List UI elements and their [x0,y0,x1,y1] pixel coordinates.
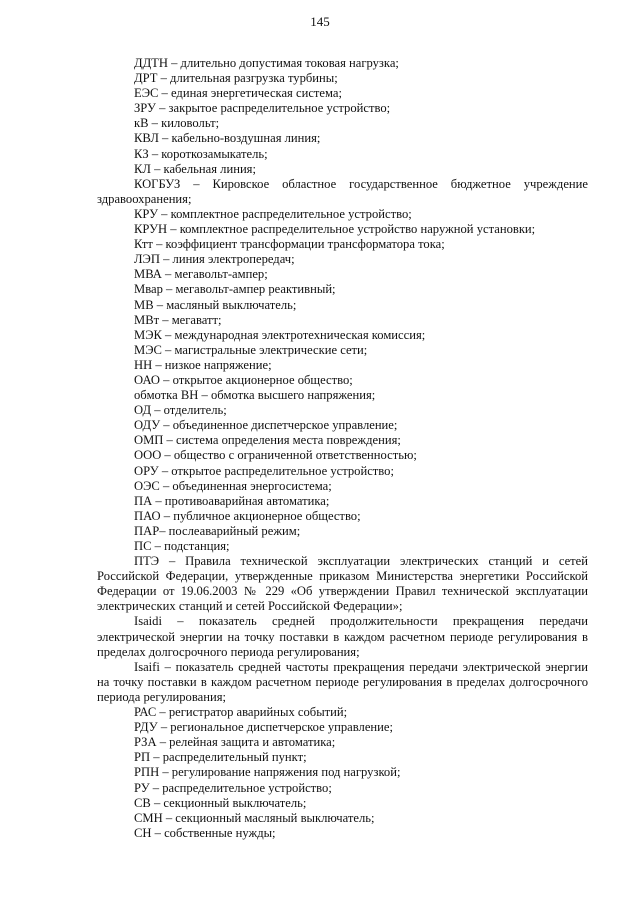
list-item: МВ – масляный выключатель; [134,297,297,312]
list-item: кВ – киловольт; [134,116,220,131]
list-item: ПС – подстанция; [134,539,230,553]
list-item: МВА – мегавольт-ампер; [134,267,268,282]
list-item: ДРТ – длительная разгрузка турбины; [134,71,338,86]
list-item: СМН – секционный масляный выключатель; [134,810,375,825]
list-item: Ктт – коэффициент трансформации трансформатора тока; [134,237,445,252]
list-item: РАС – регистратор аварийных событий; [134,705,348,720]
list-item: ПТЭ – Правила технической эксплуатации электрических станций и сетей Российской Федерации, утвержденные приказом Министерства энергетики Российской Федерации от 19.06.2003 № 229 «Об утверждении Правил технической эксплуатации электрических станций и сетей Российской Федерации»; [97,554,588,614]
list-item: ПАР– послеаварийный режим; [134,523,301,538]
list-item: Isaifi – показатель средней частоты прекращения передачи электрической энергии на точку поставки в каждом расчетном периоде регулирования в пределах долгосрочного периода регулирования; [97,659,588,704]
list-item: РУ – распределительное устройство; [134,780,332,795]
list-item: РЗА – релейная защита и автоматика; [134,735,336,750]
list-item: СВ – секционный выключатель; [134,795,307,810]
list-item: РП – распределительный пункт; [134,750,307,765]
list-item: ЛЭП – линия электропередач; [134,252,295,267]
list-item: КРУН – комплектное распределительное устройство наружной установки; [134,222,536,237]
list-item: Мвар – мегавольт-ампер реактивный; [134,282,336,297]
list-item: КЛ – кабельная линия; [134,161,256,176]
list-item: МВт – мегаватт; [134,312,222,327]
list-item: ЗРУ – закрытое распределительное устройство; [134,101,391,116]
list-item: СН – собственные нужды; [134,825,276,840]
list-item: НН – низкое напряжение; [134,357,272,372]
abbreviation-list [97,56,588,841]
list-item: ДДТН – длительно допустимая токовая нагрузка; [134,56,399,70]
list-item: КОГБУЗ – Кировское областное государственное бюджетное учреждение здравоохранения; [97,176,588,206]
list-item: ЕЭС – единая энергетическая система; [134,86,342,101]
list-item: ОД – отделитель; [134,403,227,418]
list-item: МЭС – магистральные электрические сети; [134,342,368,357]
list-item: ОМП – система определения места повреждения; [134,433,401,448]
list-item: ПАО – публичное акционерное общество; [134,508,361,523]
list-item: ПА – противоаварийная автоматика; [134,493,330,508]
list-item: ОЭС – объединенная энергосистема; [134,478,332,493]
list-item: РДУ – региональное диспетчерское управление; [134,720,393,735]
list-item: обмотка ВН – обмотка высшего напряжения; [134,388,376,403]
list-item: КЗ – короткозамыкатель; [134,146,268,161]
list-item: ООО – общество с ограниченной ответственностью; [134,448,417,463]
list-item: КВЛ – кабельно-воздушная линия; [134,131,321,146]
list-item: КРУ – комплектное распределительное устройство; [134,206,412,221]
list-item: ОРУ – открытое распределительное устройство; [134,463,394,478]
page-number: 145 [310,14,330,29]
list-item: МЭК – международная электротехническая комиссия; [134,327,426,342]
list-item: ОАО – открытое акционерное общество; [134,372,353,387]
list-item: РПН – регулирование напряжения под нагрузкой; [134,765,401,780]
list-item: Isaidi – показатель средней продолжительности прекращения передачи электрической энергии на точку поставки в каждом расчетном периоде регулирования в пределах долгосрочного периода регулирования; [97,614,588,659]
list-item: ОДУ – объединенное диспетчерское управление; [134,418,398,433]
